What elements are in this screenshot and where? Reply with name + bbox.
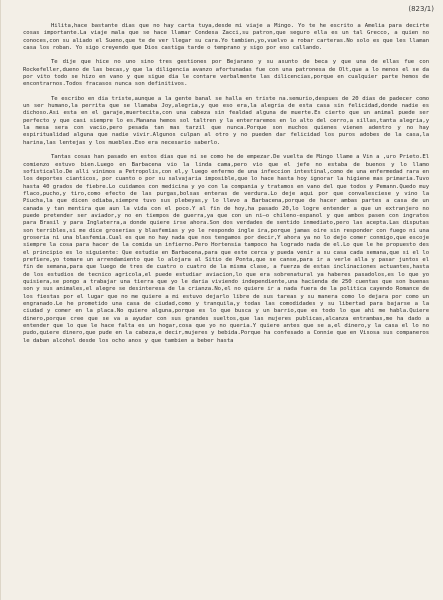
archive-reference: (823/1) <box>408 5 434 13</box>
paragraph: Te escribo en dia triste,aunque a la gente banal se halla en triste na.semurio,despues de 20 dias de padecer como un ser humano,la perrita que se llamaba Joy,alegria,y que eso era,la alegria de esta casa sin felicidad,donde nadie es dichoso.Asi esta en el garaje,muertecita,con una cabeza sin fealdad alguna de muerte.Es cierto que un animal puede ser perfecto y que casi siempre lo es.Manana hemos sol taltren y la enterraremos en lo alto del cerro,a sillas,tanta alegria,y la mesa sera con vacio,pero pesada tan mas tarzil que nunca.Porque son muchos quienes vienen adentro y no hay espiritualidad alguna que nadie vivir.Algunos culpan al otro y no pueden dar felicidad los puros adobes de la casa,la harina,las lentejas y los muebles.Eso era necesario saberlo. <box>23 95 429 146</box>
paragraph: Hilita,hace bastante dias que no hay carta tuya,desde mi viaje a Mingo. Yo te he escrito a Amelia para decirte cosas importante.La viaje mala que se hace llamar Condesa Zacci,su patron,que seguro ella es un tal Grecco, a quien no conoces,con su aliado el Sueno,que te de ver llegar su cara.Yo tambien,yo,vuelvo a robar carteras.No solo es que les llaman casa los roban. Yo sigo creyendo que Dios castiga tarde o temprano y sigo por eso callando. <box>23 23 429 52</box>
paragraph: Tantas cosas han pasado en estos dias que ni se como he de empezar.De vuelta de Mingo llame a Vin a ,uro Prieto.El comienzo estuvo bien.Luego en Barbacena vio la linda cama,pero vio que el jefe no estaba de buenos y lo llamo sofisticallo.De alli vinimos a Petropolis,con el,y luego enfermo de una infeccion intestinal,como de una enfermedad rara en los deportes cianticos, por cuanto o por su salvajaria imposible,que lo hace hasta hoy ignorar la higiene mas primaria.Tuvo hasta 40 grados de fiebre.Lo cuidamos con medicina y yo con la compania y tratamos en vano del que todos y Pemann.Quedo muy flaco,pucho,y tiro,como efecto de las purgas,bolsas enteras de verdura.Lo deje aqui por que convalesciese y vino la Piucha,la que dicen odiaba,siempre tuvo sus plebeyas,y lo llevo a Barbacena,porque de hacer ambas partes a casa de un canada y tan mentira que aun la vida con el poco.Y al fin de hoy,ha pasado 20,lo logre entender a que un extranjero no puede pretender ser aviador,y no en tiempos de guerra,ya que con un ni–o chileno-espanol y que ambos pasen con ingratos para Brasil y para Inglaterra,a donde quiere irse ahora.Son dos verdades de sentido inmediato,pero las acepta.Las disputas son terribles,si me dice groserias y blasfemias y yo le respondo ingle ira,porque jamas oire sin responder con fuego ni una groseria ni una blasfemia.Cual es que no hay nada que nos tengamos por decir,Y ahora ya no lo dejo comer conmigo,que escoje siempre la cosa para hacer de la comida un infierno.Pero Hortensia tampoco ha logrado nada de el.Lo que le he propuesto des el principio es lo siguiente: Que estudie en Barbacena,para que este cerca y pueda venir a su casa cada semana,que si el lo prefiere,yo tomare un arrendamiento que lo alojara al Sitio de Ponta,que se canse,para ir a verle alla y pasar juntos el fin de semana,para que luego de tres de cuatro o cuatro de la misma clase, a fuerza de estas inclinaciones actuantes,hasta de los estudios de tecnico agricola,el puede estudiar aviacion,lo que era sobrenatural ya haberes pasadolos,es lo que yo quisiera,se pongo a trabajar una tierra que yo le daria viviendo independiente,una hacienda de 250 cuentas que son buenas son y sus animales,el alegre se desinteresa de la crianza.No,el no quiere ir a nada fuera de la politica cayendo Romance de los fiestas por el lugar que no me quiere a mi estuvo dejarlo libre de sus tareas y su manera como lo dejara por como un engranado.Le he prometido una casa de ciudad,como y tranquila,y todas las comodidades y su libertad para bajarse a la ciudad y comer en la placa.No quiere alguna,porque es lo que busca y un barrio,que es todo lo que ahi me habla.Quiere dinero,porque cree que se va a ayudar con sus grandes sueltos,que las mujeres publicas,alcanza entrambas,me ha dado a entender que lo que le hace falta es un hogar,cosa que yo no queria.Y quiere antes que se a,el dinero,y la casa el lo no pudo,quiere dinero,que pude en la cabeza,e decir,mujeres y bebida.Porque ha confesado a Connie que en Visosa sus companeros le daban alcohol desde los ocho anos y que tambien a beber hasta <box>23 154 429 344</box>
letter-body <box>23 23 429 352</box>
paragraph: Te dije que hice no uno sino tres gestiones por Bejarano y su asunto de beca y que una de ellas fue con Rockefeller,dueno de las becas,y que la diligencia avanzo afortunadas fue con una patronesa de Olt,que a lo menos el se da por vito todo se hizo en vano y que sigue dia le contare verbalmente las dilicencias,porque en cualquier parte hemos de encontrarnos.Todos fracasos nunca son definitivos. <box>23 59 429 88</box>
